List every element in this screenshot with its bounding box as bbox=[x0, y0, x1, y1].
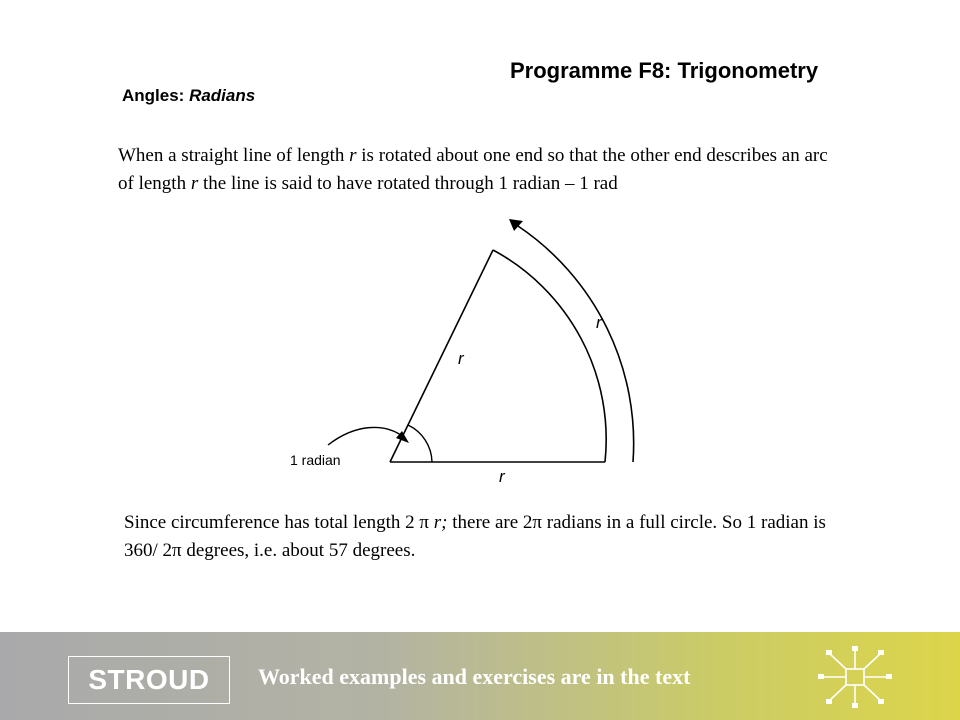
label-one-radian: 1 radian bbox=[290, 452, 341, 468]
conclusion-var-r: r; bbox=[433, 512, 448, 533]
angle-mark bbox=[408, 425, 432, 462]
arc-direction-arrow bbox=[518, 226, 634, 462]
conclusion-text-1: Since circumference has total length 2 π bbox=[124, 512, 434, 533]
section-label: Angles: bbox=[122, 86, 190, 105]
conclusion-paragraph bbox=[124, 509, 844, 565]
label-radius-side: r bbox=[458, 349, 464, 368]
stroud-logo-box bbox=[68, 656, 230, 704]
intro-paragraph bbox=[118, 142, 838, 198]
sector-arc bbox=[493, 250, 606, 462]
label-base: r bbox=[499, 467, 505, 486]
stroud-brand: STROUD bbox=[88, 664, 210, 695]
angle-pointer-arc bbox=[328, 427, 405, 445]
footer-note: Worked examples and exercises are in the text bbox=[258, 664, 691, 689]
label-arc: r bbox=[596, 313, 602, 332]
footer-bar bbox=[0, 632, 960, 720]
radius-line bbox=[390, 250, 493, 462]
section-heading bbox=[122, 86, 255, 106]
intro-text-2: is rotated about one end so that the other end describes an arc of length bbox=[118, 145, 828, 194]
intro-text-1: When a straight line of length bbox=[118, 145, 350, 166]
conclusion-text-2: there are 2π radians in a full circle. So 1 radian is 360/ 2π degrees, i.e. about 57 degrees. bbox=[124, 512, 826, 561]
intro-var-r-2: r bbox=[190, 173, 199, 194]
intro-var-r-1: r bbox=[349, 145, 357, 166]
arrow-head bbox=[509, 219, 523, 231]
radian-diagram bbox=[280, 212, 660, 486]
programme-title: Programme F8: Trigonometry bbox=[510, 58, 819, 83]
section-label-emphasis: Radians bbox=[189, 86, 256, 105]
intro-text-3: the line is said to have rotated through 1 radian – 1 rad bbox=[198, 173, 618, 194]
network-logo-icon bbox=[816, 644, 894, 710]
